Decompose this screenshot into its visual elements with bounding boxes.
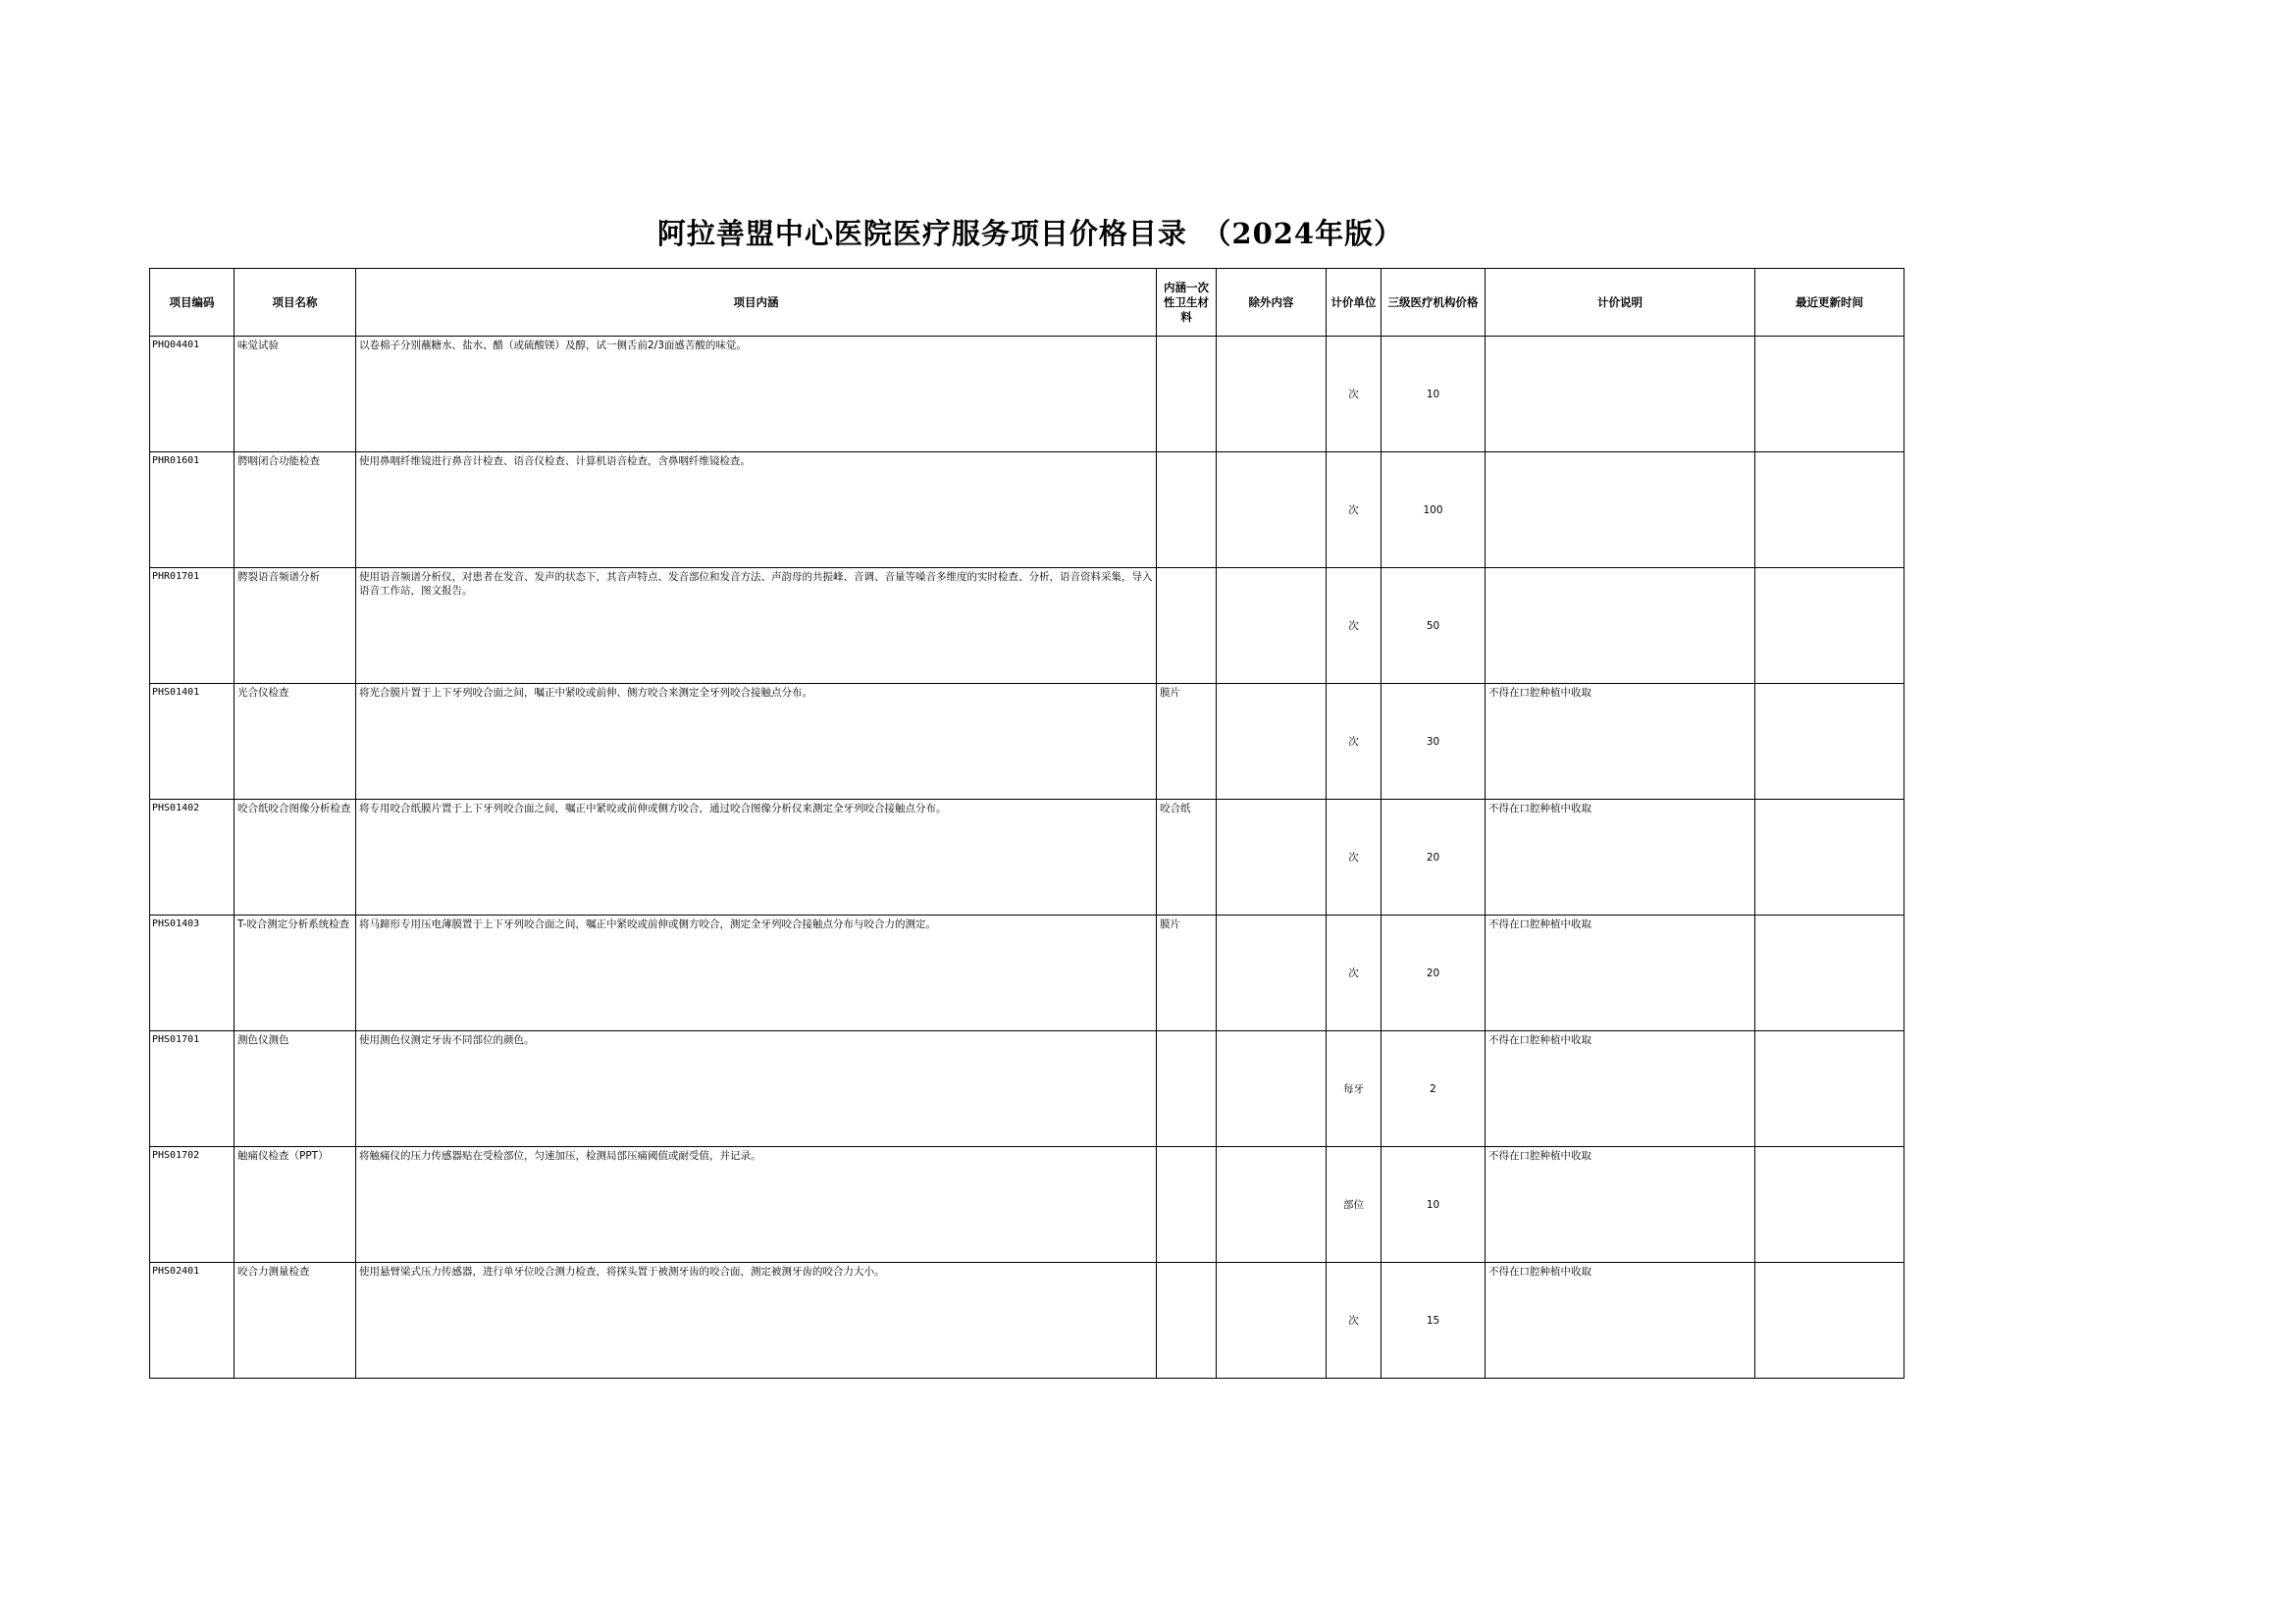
cell-materials [1157,1031,1217,1147]
cell-content: 将专用咬合纸膜片置于上下牙列咬合面之间，嘱正中紧咬或前伸或侧方咬合，通过咬合图像分析仪来测定全牙列咬合接触点分布。 [356,800,1157,916]
header-content: 项目内涵 [356,269,1157,337]
cell-price: 10 [1382,337,1486,452]
cell-note [1486,568,1755,684]
cell-unit: 次 [1327,916,1382,1031]
cell-updated [1755,1031,1904,1147]
header-row [150,269,1904,337]
cell-unit: 部位 [1327,1147,1382,1263]
header-code: 项目编码 [150,269,235,337]
cell-excluded [1217,1031,1327,1147]
cell-note [1486,452,1755,568]
cell-materials [1157,1147,1217,1263]
cell-updated [1755,452,1904,568]
cell-unit: 次 [1327,1263,1382,1379]
table-row [150,684,1904,800]
cell-price: 15 [1382,1263,1486,1379]
cell-code: PHR01701 [150,568,235,684]
cell-updated [1755,1147,1904,1263]
cell-excluded [1217,1147,1327,1263]
cell-updated [1755,916,1904,1031]
cell-name: 咬合纸咬合图像分析检查 [235,800,356,916]
cell-note: 不得在口腔种植中收取 [1486,1031,1755,1147]
cell-note [1486,337,1755,452]
cell-code: PHS01402 [150,800,235,916]
header-name: 项目名称 [235,269,356,337]
cell-price: 50 [1382,568,1486,684]
cell-price: 30 [1382,684,1486,800]
cell-materials [1157,337,1217,452]
table-row [150,916,1904,1031]
cell-materials [1157,1263,1217,1379]
cell-name: 腭裂语音频谱分析 [235,568,356,684]
cell-note: 不得在口腔种植中收取 [1486,1263,1755,1379]
cell-content: 使用测色仪测定牙齿不同部位的颜色。 [356,1031,1157,1147]
cell-content: 以卷棉子分别蘸糖水、盐水、醋（或硫酸镁）及醇，试一侧舌前2/3面感苦酸的味觉。 [356,337,1157,452]
cell-materials: 咬合纸 [1157,800,1217,916]
table-row [150,337,1904,452]
cell-unit: 每牙 [1327,1031,1382,1147]
cell-name: T-咬合测定分析系统检查 [235,916,356,1031]
header-price: 三级医疗机构价格 [1382,269,1486,337]
table-row [150,1031,1904,1147]
header-updated: 最近更新时间 [1755,269,1904,337]
cell-code: PHS01702 [150,1147,235,1263]
cell-price: 2 [1382,1031,1486,1147]
cell-unit: 次 [1327,337,1382,452]
cell-code: PHS01701 [150,1031,235,1147]
cell-content: 将光合膜片置于上下牙列咬合面之间，嘱正中紧咬或前伸、侧方咬合来测定全牙列咬合接触点分布。 [356,684,1157,800]
table-row [150,452,1904,568]
header-note: 计价说明 [1486,269,1755,337]
cell-updated [1755,337,1904,452]
cell-code: PHR01601 [150,452,235,568]
table-row [150,800,1904,916]
cell-materials: 膜片 [1157,916,1217,1031]
cell-excluded [1217,684,1327,800]
cell-excluded [1217,1263,1327,1379]
cell-excluded [1217,337,1327,452]
cell-code: PHQ04401 [150,337,235,452]
cell-note: 不得在口腔种植中收取 [1486,1147,1755,1263]
header-unit: 计价单位 [1327,269,1382,337]
cell-materials [1157,452,1217,568]
cell-excluded [1217,916,1327,1031]
cell-updated [1755,684,1904,800]
table-row [150,568,1904,684]
cell-materials: 膜片 [1157,684,1217,800]
cell-price: 10 [1382,1147,1486,1263]
cell-name: 光合仪检查 [235,684,356,800]
cell-code: PHS02401 [150,1263,235,1379]
cell-price: 20 [1382,800,1486,916]
cell-content: 将触痛仪的压力传感器贴在受检部位，匀速加压，检测局部压痛阈值或耐受值，并记录。 [356,1147,1157,1263]
cell-content: 将马蹄形专用压电薄膜置于上下牙列咬合面之间，嘱正中紧咬或前伸或侧方咬合，测定全牙列咬合接触点分布与咬合力的测定。 [356,916,1157,1031]
cell-code: PHS01401 [150,684,235,800]
cell-name: 腭咽闭合功能检查 [235,452,356,568]
page-title: 阿拉善盟中心医院医疗服务项目价格目录 （2024年版） [656,217,1404,250]
cell-updated [1755,1263,1904,1379]
cell-content: 使用语音频谱分析仪，对患者在发音、发声的状态下，其音声特点、发音部位和发音方法、声韵母的共振峰、音调、音量等嗓音多维度的实时检查、分析，语音资料采集，导入语音工作站，图文报告。 [356,568,1157,684]
cell-note: 不得在口腔种植中收取 [1486,684,1755,800]
price-table [149,268,1904,1379]
cell-excluded [1217,452,1327,568]
cell-updated [1755,568,1904,684]
cell-unit: 次 [1327,800,1382,916]
cell-note: 不得在口腔种植中收取 [1486,916,1755,1031]
cell-code: PHS01403 [150,916,235,1031]
cell-content: 使用悬臂梁式压力传感器，进行单牙位咬合测力检查，将探头置于被测牙齿的咬合面，测定被测牙齿的咬合力大小。 [356,1263,1157,1379]
cell-note: 不得在口腔种植中收取 [1486,800,1755,916]
cell-updated [1755,800,1904,916]
cell-excluded [1217,568,1327,684]
cell-price: 100 [1382,452,1486,568]
cell-content: 使用鼻咽纤维镜进行鼻音计检查、语音仪检查、计算机语音检查，含鼻咽纤维镜检查。 [356,452,1157,568]
table-row [150,1147,1904,1263]
cell-unit: 次 [1327,568,1382,684]
header-materials: 内涵一次性卫生材料 [1157,269,1217,337]
table-row [150,1263,1904,1379]
cell-materials [1157,568,1217,684]
cell-unit: 次 [1327,684,1382,800]
cell-name: 味觉试验 [235,337,356,452]
cell-name: 触痛仪检查（PPT） [235,1147,356,1263]
cell-name: 咬合力测量检查 [235,1263,356,1379]
cell-excluded [1217,800,1327,916]
cell-price: 20 [1382,916,1486,1031]
header-excluded: 除外内容 [1217,269,1327,337]
cell-name: 测色仪测色 [235,1031,356,1147]
cell-unit: 次 [1327,452,1382,568]
